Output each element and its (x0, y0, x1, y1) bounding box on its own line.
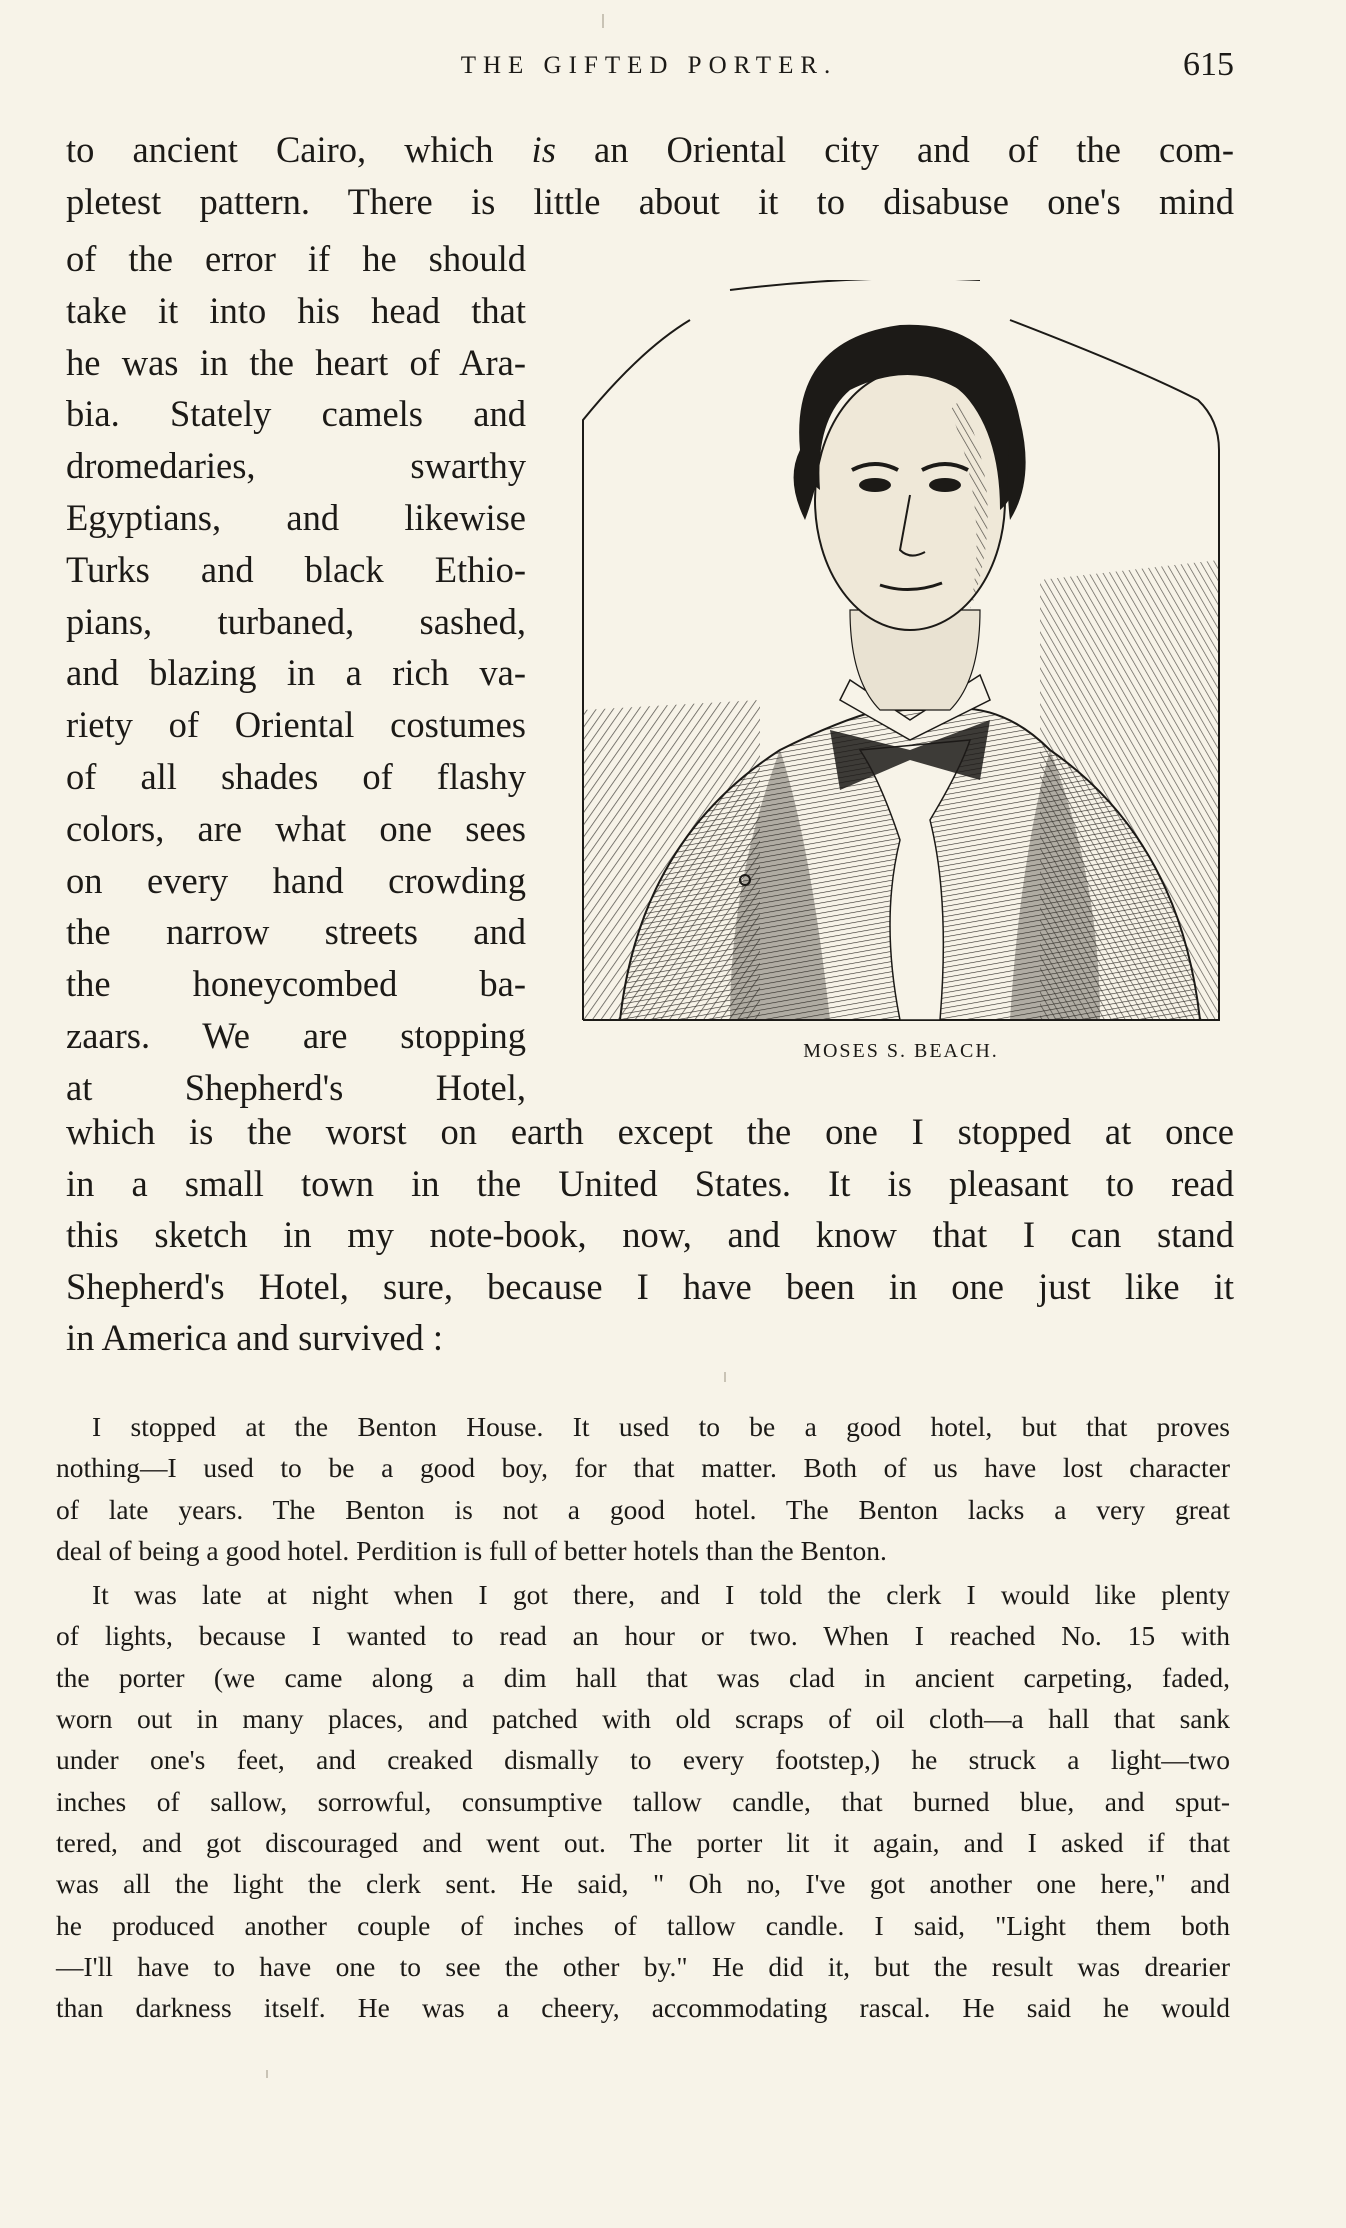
running-head (64, 46, 1234, 86)
text-line: tered, and got discouraged and went out. The porter lit it again, and I asked if that (56, 1826, 1230, 1858)
text-line: the porter (we came along a dim hall that was clad in ancient carpeting, faded, (56, 1661, 1230, 1693)
text-line: under one's feet, and creaked dismally to every footstep,) he struck a light—two (56, 1744, 1230, 1776)
text-line: riety of Oriental costumes (66, 704, 526, 746)
text-line: It was late at night when I got there, and I told the clerk I would like plenty (92, 1579, 1230, 1611)
text-line: he was in the heart of Ara- (66, 341, 526, 383)
paragraph-continued (66, 1106, 1234, 1364)
text-line: of lights, because I wanted to read an hour or two. When I reached No. 15 with (56, 1620, 1230, 1652)
text-line: of all shades of flashy (66, 755, 526, 797)
text-line: —I'll have to have one to see the other by." He did it, but the result was drearier (56, 1950, 1230, 1982)
text-line: inches of sallow, sorrowful, consumptive tallow candle, that burned blue, and sput- (56, 1785, 1230, 1817)
emphasis: is (531, 129, 556, 170)
stray-mark (724, 1372, 726, 1382)
text-line: of the error if he should (66, 238, 526, 279)
text-line: he produced another couple of inches of tallow candle. I said, "Light them both (56, 1909, 1230, 1941)
text-line: deal of being a good hotel. Perdition is full of better hotels than the Benton. (56, 1534, 887, 1566)
text-line: to ancient Cairo, which is an Oriental city and of the com- (66, 129, 1234, 170)
running-title: THE GIFTED PORTER. (460, 52, 838, 79)
text-line: Shepherd's Hotel, sure, because I have been in one just like it (66, 1265, 1234, 1307)
text-line: at Shepherd's Hotel, (66, 1066, 526, 1108)
figure-caption: MOSES S. BEACH. (803, 1040, 999, 1062)
quote-paragraph-1 (56, 1406, 1230, 1571)
text-line: in a small town in the United States. It is pleasant to read (66, 1162, 1234, 1204)
text-line: was all the light the clerk sent. He said, " Oh no, I've got another one here," and (56, 1868, 1230, 1900)
text-line: colors, are what one sees (66, 807, 526, 849)
quoted-extract (56, 1406, 1230, 2028)
text-line: on every hand crowding (66, 859, 526, 901)
portrait-figure (580, 280, 1222, 1062)
text-line: than darkness itself. He was a cheery, accommodating rascal. He said he would (56, 1992, 1230, 2024)
text-line: pletest pattern. There is little about it to disabuse one's mind (66, 180, 1234, 222)
text-line: the honeycombed ba- (66, 963, 526, 1005)
stray-mark (266, 2070, 268, 2078)
text-line: worn out in many places, and patched with old scraps of oil cloth—a hall that sank (56, 1703, 1230, 1735)
page-number: 615 (1183, 46, 1234, 83)
quote-paragraph-2 (56, 1574, 1230, 2028)
text-line: dromedaries, swarthy (66, 445, 526, 487)
text-line: I stopped at the Benton House. It used to be a good hotel, but that proves (92, 1411, 1230, 1442)
text-line: Turks and black Ethio- (66, 548, 526, 590)
text-line: Egyptians, and likewise (66, 496, 526, 538)
wrapped-text-column (66, 233, 526, 1114)
text-line: nothing—I used to be a good boy, for that matter. Both of us have lost character (56, 1452, 1230, 1484)
text-line: pians, turbaned, sashed, (66, 600, 526, 642)
paragraph-opening (66, 124, 1234, 227)
text-line: the narrow streets and (66, 911, 526, 953)
text-line: of late years. The Benton is not a good hotel. The Benton lacks a very great (56, 1493, 1230, 1525)
text-line: and blazing in a rich va- (66, 652, 526, 694)
portrait-engraving (580, 280, 1222, 1022)
text-line: this sketch in my note-book, now, and know that I can stand (66, 1214, 1234, 1255)
text-line: in America and survived : (66, 1317, 444, 1358)
text-line: take it into his head that (66, 289, 526, 331)
text-line: which is the worst on earth except the one I stopped at once (66, 1111, 1234, 1152)
stray-mark (602, 14, 604, 28)
text-line: bia. Stately camels and (66, 393, 526, 435)
text-line: zaars. We are stopping (66, 1014, 526, 1056)
